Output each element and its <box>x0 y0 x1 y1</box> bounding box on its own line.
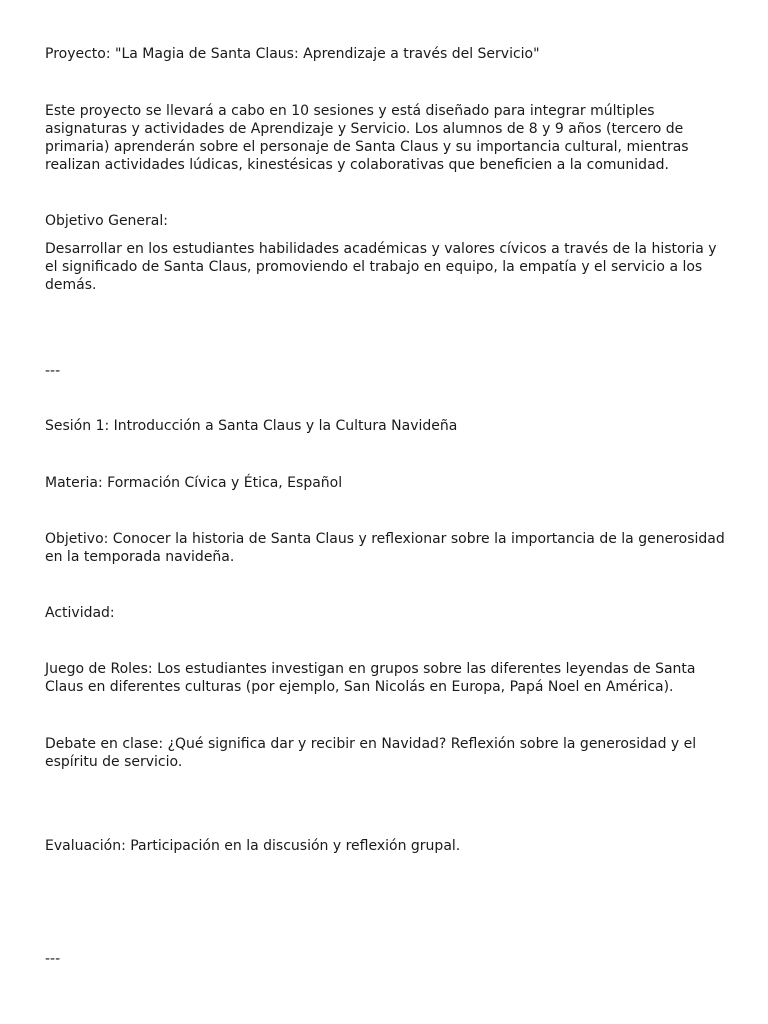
session-1-objective: Objetivo: Conocer la historia de Santa Claus y reflexionar sobre la importancia de la generosidad en la temporada navideña. <box>45 531 725 565</box>
general-objective-heading: Objetivo General: <box>45 213 168 229</box>
project-title: Proyecto: "La Magia de Santa Claus: Aprendizaje a través del Servicio" <box>45 46 540 62</box>
intro-paragraph: Este proyecto se llevará a cabo en 10 sesiones y está diseñado para integrar múltiples asignaturas y actividades de Aprendizaje y Servicio. Los alumnos de 8 y 9 años (tercero de primaria) aprenderán sobre el personaje de Santa Claus y su importancia cultural, mientras realizan actividades lúdicas, kinestésicas y colaborativas que beneficien a la comunidad. <box>45 103 689 173</box>
session-1-activity-heading: Actividad: <box>45 605 115 621</box>
session-1-subject: Materia: Formación Cívica y Ética, Español <box>45 475 343 491</box>
session-1-evaluation: Evaluación: Participación en la discusión y reflexión grupal. <box>45 838 461 854</box>
separator-2: --- <box>45 951 61 967</box>
session-1-role-play: Juego de Roles: Los estudiantes investigan en grupos sobre las diferentes leyendas de Santa Claus en diferentes culturas (por ejemplo, San Nicolás en Europa, Papá Noel en América). <box>45 661 696 695</box>
session-1-title: Sesión 1: Introducción a Santa Claus y la Cultura Navideña <box>45 418 458 434</box>
session-1-debate: Debate en clase: ¿Qué significa dar y recibir en Navidad? Reflexión sobre la generosidad y el espíritu de servicio. <box>45 736 697 770</box>
separator-1: --- <box>45 363 61 379</box>
general-objective-text: Desarrollar en los estudiantes habilidades académicas y valores cívicos a través de la historia y el significado de Santa Claus, promoviendo el trabajo en equipo, la empatía y el servicio a los demás. <box>45 241 717 293</box>
